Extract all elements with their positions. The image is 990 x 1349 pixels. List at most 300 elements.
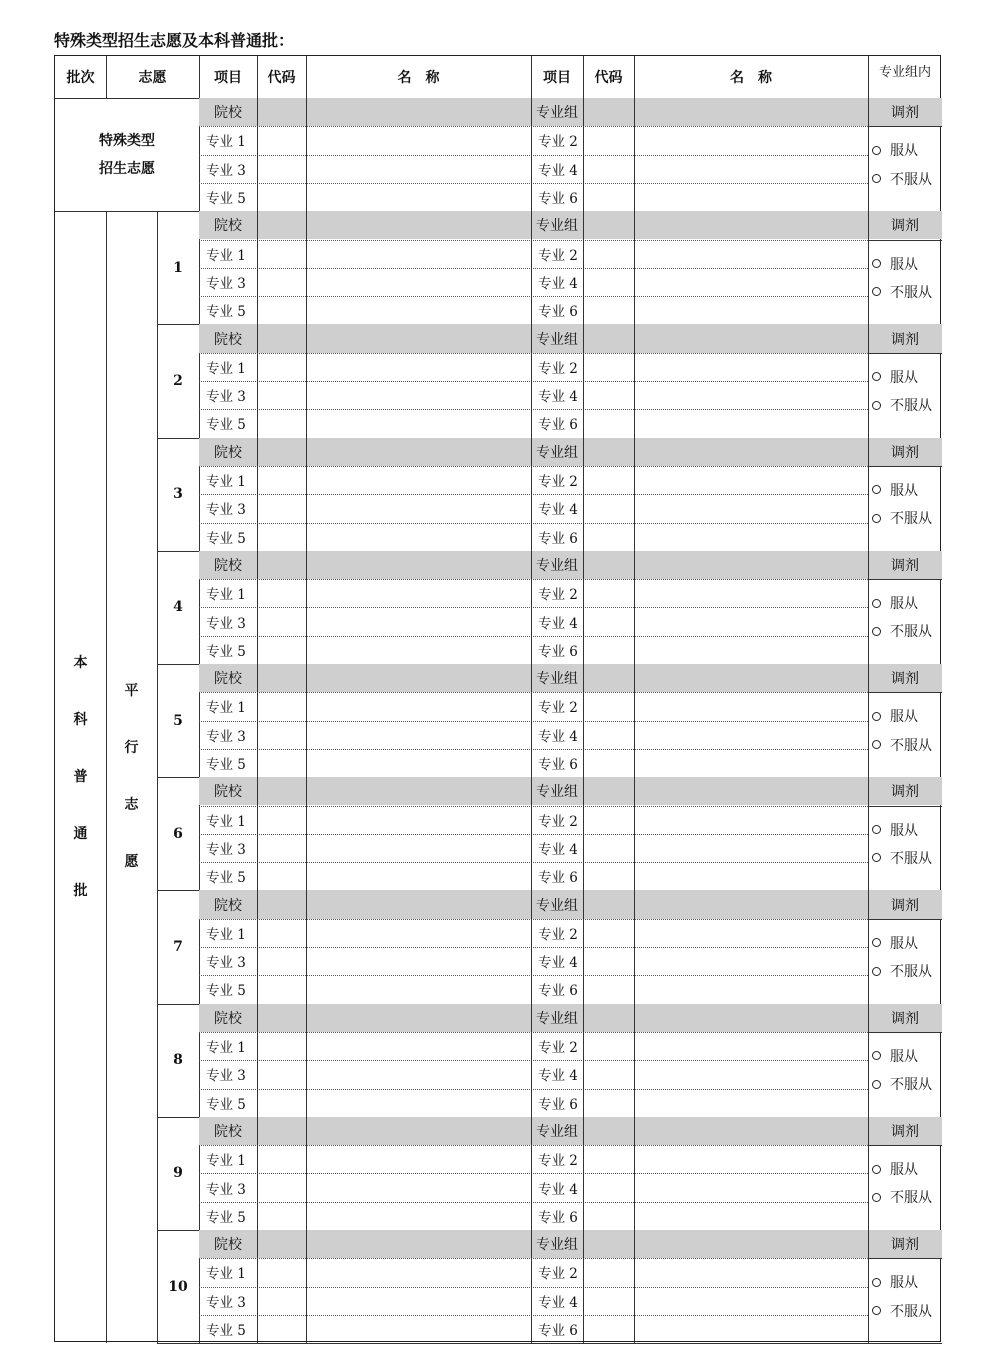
radio-circle-icon[interactable] bbox=[872, 825, 881, 834]
choice-2-major-left-name-input[interactable] bbox=[306, 409, 531, 437]
choice-1-major-right-code-input[interactable] bbox=[583, 296, 634, 324]
choice-8-major-left-name-input[interactable] bbox=[306, 1060, 531, 1088]
choice-9-school-name-input[interactable] bbox=[306, 1117, 531, 1145]
choice-4-major-left-name-input[interactable] bbox=[306, 636, 531, 664]
choice-2-school-code-input[interactable] bbox=[257, 324, 306, 352]
choice-4-not-obey-radio[interactable] bbox=[872, 621, 940, 641]
choice-6-adjust-label: 调剂 bbox=[891, 784, 919, 801]
grid-line bbox=[306, 1230, 307, 1343]
choice-6-major-right-code-input[interactable] bbox=[583, 834, 634, 862]
radio-circle-icon[interactable] bbox=[872, 1165, 881, 1174]
choice-8-school-name-input[interactable] bbox=[306, 1004, 531, 1032]
choice-3-major-right-name-input[interactable] bbox=[634, 523, 868, 551]
row-separator bbox=[199, 523, 868, 524]
choice-4-obey-radio[interactable] bbox=[872, 593, 940, 613]
radio-circle-icon[interactable] bbox=[872, 514, 881, 523]
choice-10-group-code-input[interactable] bbox=[583, 1230, 634, 1258]
choice-8-major-left-code-input[interactable] bbox=[257, 1032, 306, 1060]
choice-6-major-left-name-input[interactable] bbox=[306, 806, 531, 834]
grid-line bbox=[868, 1117, 869, 1230]
grid-line bbox=[583, 664, 584, 777]
choice-9-major-left-code-input[interactable] bbox=[257, 1173, 306, 1201]
choice-2-school-name-input[interactable] bbox=[306, 324, 531, 352]
choice-3-major-left-code-input[interactable] bbox=[257, 466, 306, 494]
header-code-2: 代码 bbox=[594, 70, 623, 86]
choice-1-major-right-name-input[interactable] bbox=[634, 296, 868, 324]
choice-1-major-right-name-input[interactable] bbox=[634, 240, 868, 268]
choice-6-school-name-input[interactable] bbox=[306, 777, 531, 805]
not-obey-label: 不服从 bbox=[890, 511, 932, 528]
special-group-code-input[interactable] bbox=[583, 98, 634, 126]
grid-line bbox=[634, 211, 635, 324]
choice-3-major-left-name-input[interactable] bbox=[306, 466, 531, 494]
special-major-right-name-input[interactable] bbox=[634, 183, 868, 211]
choice-7-major-right-label: 专业 2 bbox=[538, 926, 578, 943]
special-major-right-label: 专业 6 bbox=[538, 191, 578, 208]
choice-8-major-right-code-input[interactable] bbox=[583, 1089, 634, 1117]
choice-10-major-left-code-input[interactable] bbox=[257, 1258, 306, 1286]
choice-1-major-left-code-input[interactable] bbox=[257, 268, 306, 296]
choice-9-major-left-code-input[interactable] bbox=[257, 1145, 306, 1173]
choice-5-group-name-input[interactable] bbox=[634, 664, 868, 692]
choice-7-obey-radio[interactable] bbox=[872, 933, 940, 953]
choice-7-major-left-name-input[interactable] bbox=[306, 919, 531, 947]
grid-line bbox=[868, 890, 869, 1003]
choice-3-major-right-code-input[interactable] bbox=[583, 494, 634, 522]
choice-7-not-obey-radio[interactable] bbox=[872, 961, 940, 981]
choice-number: 1 bbox=[173, 259, 183, 276]
choice-10-major-left-code-input[interactable] bbox=[257, 1287, 306, 1315]
choice-7-school-name-input[interactable] bbox=[306, 890, 531, 918]
radio-circle-icon[interactable] bbox=[872, 372, 881, 381]
choice-5-major-right-code-input[interactable] bbox=[583, 721, 634, 749]
choice-8-group-name-input[interactable] bbox=[634, 1004, 868, 1032]
special-major-left-code-input[interactable] bbox=[257, 126, 306, 154]
radio-circle-icon[interactable] bbox=[872, 174, 881, 183]
choice-4-group-name-input[interactable] bbox=[634, 551, 868, 579]
choice-3-major-right-label: 专业 2 bbox=[538, 474, 578, 491]
special-major-left-name-input[interactable] bbox=[306, 126, 531, 154]
choice-4-group-code-input[interactable] bbox=[583, 551, 634, 579]
choice-1-major-left-name-input[interactable] bbox=[306, 296, 531, 324]
row-separator bbox=[199, 494, 868, 495]
choice-10-major-right-name-input[interactable] bbox=[634, 1287, 868, 1315]
choice-10-school-code-input[interactable] bbox=[257, 1230, 306, 1258]
choice-3-major-right-label: 专业 6 bbox=[538, 530, 578, 547]
parallel-char: 愿 bbox=[124, 854, 139, 871]
choice-9-major-left-label: 专业 5 bbox=[206, 1209, 246, 1226]
choice-10-major-right-code-input[interactable] bbox=[583, 1315, 634, 1343]
choice-10-obey-radio[interactable] bbox=[872, 1272, 940, 1292]
radio-circle-icon[interactable] bbox=[872, 401, 881, 410]
choice-7-major-right-code-input[interactable] bbox=[583, 947, 634, 975]
choice-1-school-label: 院校 bbox=[214, 218, 242, 235]
choice-5-major-left-name-input[interactable] bbox=[306, 749, 531, 777]
radio-circle-icon[interactable] bbox=[872, 712, 881, 721]
choice-6-obey-radio[interactable] bbox=[872, 820, 940, 840]
grid-line bbox=[868, 1230, 869, 1343]
choice-8-major-left-code-input[interactable] bbox=[257, 1089, 306, 1117]
choice-7-major-right-code-input[interactable] bbox=[583, 919, 634, 947]
choice-2-major-right-code-input[interactable] bbox=[583, 381, 634, 409]
choice-4-major-right-code-input[interactable] bbox=[583, 636, 634, 664]
choice-8-group-code-input[interactable] bbox=[583, 1004, 634, 1032]
choice-5-not-obey-radio[interactable] bbox=[872, 735, 940, 755]
special-major-right-code-input[interactable] bbox=[583, 155, 634, 183]
choice-1-not-obey-radio[interactable] bbox=[872, 282, 940, 302]
choice-4-school-code-input[interactable] bbox=[257, 551, 306, 579]
choice-6-school-code-input[interactable] bbox=[257, 777, 306, 805]
choice-8-major-left-name-input[interactable] bbox=[306, 1032, 531, 1060]
choice-9-major-right-code-input[interactable] bbox=[583, 1145, 634, 1173]
choice-6-major-left-code-input[interactable] bbox=[257, 862, 306, 890]
choice-7-major-right-name-input[interactable] bbox=[634, 919, 868, 947]
choice-7-group-code-input[interactable] bbox=[583, 890, 634, 918]
choice-2-group-code-input[interactable] bbox=[583, 324, 634, 352]
radio-circle-icon[interactable] bbox=[872, 627, 881, 636]
choice-5-major-right-code-input[interactable] bbox=[583, 749, 634, 777]
grid-line bbox=[257, 1004, 258, 1117]
choice-10-major-right-name-input[interactable] bbox=[634, 1315, 868, 1343]
special-group-name-input[interactable] bbox=[634, 98, 868, 126]
grid-line bbox=[634, 551, 635, 664]
choice-7-major-left-label: 专业 1 bbox=[206, 926, 246, 943]
choice-9-major-right-label: 专业 6 bbox=[538, 1209, 578, 1226]
row-separator bbox=[199, 126, 868, 127]
choice-1-school-name-input[interactable] bbox=[306, 211, 531, 239]
radio-circle-icon[interactable] bbox=[872, 599, 881, 608]
choice-6-group-code-input[interactable] bbox=[583, 777, 634, 805]
choice-5-major-left-name-input[interactable] bbox=[306, 692, 531, 720]
choice-3-school-label: 院校 bbox=[214, 444, 242, 461]
special-major-left-name-input[interactable] bbox=[306, 155, 531, 183]
grid-line bbox=[868, 1004, 869, 1117]
choice-5-major-left-name-input[interactable] bbox=[306, 721, 531, 749]
radio-circle-icon[interactable] bbox=[872, 1051, 881, 1060]
choice-7-major-left-code-input[interactable] bbox=[257, 919, 306, 947]
choice-4-school-label: 院校 bbox=[214, 557, 242, 574]
choice-3-major-left-code-input[interactable] bbox=[257, 523, 306, 551]
grid-line bbox=[531, 664, 532, 777]
choice-3-major-right-name-input[interactable] bbox=[634, 494, 868, 522]
grid-line bbox=[634, 777, 635, 890]
choice-3-major-left-name-input[interactable] bbox=[306, 494, 531, 522]
choice-10-major-left-name-input[interactable] bbox=[306, 1315, 531, 1343]
choice-10-major-right-name-input[interactable] bbox=[634, 1258, 868, 1286]
radio-circle-icon[interactable] bbox=[872, 146, 881, 155]
choice-6-major-right-code-input[interactable] bbox=[583, 862, 634, 890]
row-separator bbox=[199, 1032, 868, 1033]
choice-3-school-code-input[interactable] bbox=[257, 438, 306, 466]
choice-3-major-right-name-input[interactable] bbox=[634, 466, 868, 494]
choice-1-major-left-code-input[interactable] bbox=[257, 296, 306, 324]
choice-10-not-obey-radio[interactable] bbox=[872, 1301, 940, 1321]
choice-9-major-right-code-input[interactable] bbox=[583, 1202, 634, 1230]
special-obey-radio[interactable] bbox=[872, 140, 940, 160]
grid-line bbox=[257, 324, 258, 437]
grid-line bbox=[257, 777, 258, 890]
choice-5-group-label: 专业组 bbox=[536, 671, 578, 688]
choice-4-major-right-code-input[interactable] bbox=[583, 607, 634, 635]
choice-2-group-label: 专业组 bbox=[536, 331, 578, 348]
choice-8-school-code-input[interactable] bbox=[257, 1004, 306, 1032]
choice-5-major-right-code-input[interactable] bbox=[583, 692, 634, 720]
choice-9-group-name-input[interactable] bbox=[634, 1117, 868, 1145]
choice-3-major-right-code-input[interactable] bbox=[583, 466, 634, 494]
special-line-2: 招生志愿 bbox=[99, 160, 155, 177]
choice-8-major-left-name-input[interactable] bbox=[306, 1089, 531, 1117]
choice-1-major-right-code-input[interactable] bbox=[583, 240, 634, 268]
special-group-label: 专业组 bbox=[536, 105, 578, 122]
choice-10-major-right-code-input[interactable] bbox=[583, 1258, 634, 1286]
choice-5-group-code-input[interactable] bbox=[583, 664, 634, 692]
choice-7-group-name-input[interactable] bbox=[634, 890, 868, 918]
choice-5-major-left-code-input[interactable] bbox=[257, 721, 306, 749]
choice-7-major-right-name-input[interactable] bbox=[634, 947, 868, 975]
choice-6-major-right-name-input[interactable] bbox=[634, 806, 868, 834]
grid-line bbox=[531, 1004, 532, 1117]
grid-line bbox=[868, 211, 869, 324]
choice-4-major-right-code-input[interactable] bbox=[583, 579, 634, 607]
choice-6-not-obey-radio[interactable] bbox=[872, 848, 940, 868]
choice-9-major-left-name-input[interactable] bbox=[306, 1173, 531, 1201]
choice-6-major-left-name-input[interactable] bbox=[306, 834, 531, 862]
choice-4-major-right-name-input[interactable] bbox=[634, 607, 868, 635]
choice-8-not-obey-radio[interactable] bbox=[872, 1074, 940, 1094]
choice-3-major-right-code-input[interactable] bbox=[583, 523, 634, 551]
grid-line bbox=[531, 438, 532, 551]
choice-2-not-obey-radio[interactable] bbox=[872, 395, 940, 415]
radio-circle-icon[interactable] bbox=[872, 853, 881, 862]
choice-7-school-code-input[interactable] bbox=[257, 890, 306, 918]
choice-3-major-left-label: 专业 5 bbox=[206, 530, 246, 547]
choice-8-major-right-code-input[interactable] bbox=[583, 1032, 634, 1060]
choice-6-major-right-label: 专业 6 bbox=[538, 870, 578, 887]
not-obey-label: 不服从 bbox=[890, 624, 932, 641]
choice-10-major-left-name-input[interactable] bbox=[306, 1258, 531, 1286]
choice-5-major-left-code-input[interactable] bbox=[257, 749, 306, 777]
obey-label: 服从 bbox=[890, 822, 918, 839]
choice-6-major-left-code-input[interactable] bbox=[257, 834, 306, 862]
choice-6-major-right-name-input[interactable] bbox=[634, 862, 868, 890]
choice-1-major-right-name-input[interactable] bbox=[634, 268, 868, 296]
choice-2-major-left-name-input[interactable] bbox=[306, 353, 531, 381]
choice-1-group-name-input[interactable] bbox=[634, 211, 868, 239]
choice-3-obey-radio[interactable] bbox=[872, 480, 940, 500]
radio-circle-icon[interactable] bbox=[872, 1193, 881, 1202]
choice-5-obey-radio[interactable] bbox=[872, 706, 940, 726]
special-major-left-code-input[interactable] bbox=[257, 183, 306, 211]
choice-9-major-left-name-input[interactable] bbox=[306, 1145, 531, 1173]
choice-4-major-left-name-input[interactable] bbox=[306, 579, 531, 607]
choice-2-major-right-code-input[interactable] bbox=[583, 409, 634, 437]
choice-3-group-label: 专业组 bbox=[536, 444, 578, 461]
choice-2-major-right-code-input[interactable] bbox=[583, 353, 634, 381]
radio-circle-icon[interactable] bbox=[872, 740, 881, 749]
special-school-code-input[interactable] bbox=[257, 98, 306, 126]
grid-line bbox=[531, 551, 532, 664]
choice-1-major-right-code-input[interactable] bbox=[583, 268, 634, 296]
grid-line bbox=[868, 1032, 942, 1033]
choice-3-major-left-label: 专业 1 bbox=[206, 474, 246, 491]
grid-line bbox=[531, 890, 532, 1003]
choice-9-major-right-code-input[interactable] bbox=[583, 1173, 634, 1201]
choice-7-major-left-name-input[interactable] bbox=[306, 947, 531, 975]
choice-4-major-left-name-input[interactable] bbox=[306, 607, 531, 635]
choice-2-major-left-code-input[interactable] bbox=[257, 409, 306, 437]
header-code: 代码 bbox=[267, 70, 296, 86]
special-major-left-code-input[interactable] bbox=[257, 155, 306, 183]
choice-1-major-left-name-input[interactable] bbox=[306, 240, 531, 268]
grid-line bbox=[257, 551, 258, 664]
grid-line bbox=[583, 551, 584, 664]
grid-line bbox=[868, 98, 869, 211]
header-name: 名 称 bbox=[397, 70, 440, 86]
special-major-right-code-input[interactable] bbox=[583, 183, 634, 211]
choice-10-major-left-name-input[interactable] bbox=[306, 1287, 531, 1315]
choice-2-major-left-code-input[interactable] bbox=[257, 381, 306, 409]
choice-6-major-left-name-input[interactable] bbox=[306, 862, 531, 890]
benke-batch-label bbox=[55, 211, 106, 1343]
choice-2-obey-radio[interactable] bbox=[872, 367, 940, 387]
choice-1-major-left-name-input[interactable] bbox=[306, 268, 531, 296]
special-not-obey-radio[interactable] bbox=[872, 169, 940, 189]
grid-line bbox=[306, 664, 307, 777]
special-school-name-input[interactable] bbox=[306, 98, 531, 126]
radio-circle-icon[interactable] bbox=[872, 1080, 881, 1089]
choice-8-major-right-name-input[interactable] bbox=[634, 1032, 868, 1060]
radio-circle-icon[interactable] bbox=[872, 967, 881, 976]
choice-1-major-left-code-input[interactable] bbox=[257, 240, 306, 268]
choice-2-major-right-name-input[interactable] bbox=[634, 381, 868, 409]
choice-1-school-code-input[interactable] bbox=[257, 211, 306, 239]
choice-10-school-name-input[interactable] bbox=[306, 1230, 531, 1258]
choice-9-major-right-name-input[interactable] bbox=[634, 1145, 868, 1173]
row-separator bbox=[199, 1173, 868, 1174]
choice-5-major-right-name-input[interactable] bbox=[634, 721, 868, 749]
choice-2-group-name-input[interactable] bbox=[634, 324, 868, 352]
choice-6-major-right-name-input[interactable] bbox=[634, 834, 868, 862]
choice-3-major-left-code-input[interactable] bbox=[257, 494, 306, 522]
choice-4-major-left-code-input[interactable] bbox=[257, 607, 306, 635]
choice-3-group-code-input[interactable] bbox=[583, 438, 634, 466]
radio-circle-icon[interactable] bbox=[872, 485, 881, 494]
choice-2-major-right-name-input[interactable] bbox=[634, 409, 868, 437]
choice-10-major-right-code-input[interactable] bbox=[583, 1287, 634, 1315]
choice-6-school-label: 院校 bbox=[214, 784, 242, 801]
grid-line bbox=[634, 1230, 635, 1343]
choice-7-major-left-name-input[interactable] bbox=[306, 975, 531, 1003]
choice-2-major-left-code-input[interactable] bbox=[257, 353, 306, 381]
choice-6-major-left-code-input[interactable] bbox=[257, 806, 306, 834]
choice-8-adjust-label: 调剂 bbox=[891, 1010, 919, 1027]
choice-8-major-right-name-input[interactable] bbox=[634, 1060, 868, 1088]
special-major-left-name-input[interactable] bbox=[306, 183, 531, 211]
choice-4-major-right-name-input[interactable] bbox=[634, 579, 868, 607]
choice-2-major-left-name-input[interactable] bbox=[306, 381, 531, 409]
choice-number: 5 bbox=[173, 712, 183, 729]
choice-3-major-left-label: 专业 3 bbox=[206, 502, 246, 519]
choice-7-major-right-code-input[interactable] bbox=[583, 975, 634, 1003]
choice-4-major-right-label: 专业 6 bbox=[538, 643, 578, 660]
row-separator bbox=[199, 1315, 868, 1316]
choice-8-major-right-code-input[interactable] bbox=[583, 1060, 634, 1088]
grid-line bbox=[583, 1117, 584, 1230]
choice-6-major-right-code-input[interactable] bbox=[583, 806, 634, 834]
choice-5-school-code-input[interactable] bbox=[257, 664, 306, 692]
choice-9-major-right-name-input[interactable] bbox=[634, 1173, 868, 1201]
not-obey-label: 不服从 bbox=[890, 850, 932, 867]
choice-3-school-name-input[interactable] bbox=[306, 438, 531, 466]
choice-4-major-right-name-input[interactable] bbox=[634, 636, 868, 664]
choice-6-group-name-input[interactable] bbox=[634, 777, 868, 805]
choice-5-major-right-name-input[interactable] bbox=[634, 692, 868, 720]
choice-4-major-left-code-input[interactable] bbox=[257, 636, 306, 664]
choice-7-adjust-label: 调剂 bbox=[891, 897, 919, 914]
choice-8-major-left-code-input[interactable] bbox=[257, 1060, 306, 1088]
choice-9-major-right-name-input[interactable] bbox=[634, 1202, 868, 1230]
choice-5-major-left-code-input[interactable] bbox=[257, 692, 306, 720]
special-major-right-name-input[interactable] bbox=[634, 126, 868, 154]
not-obey-label: 不服从 bbox=[890, 1190, 932, 1207]
choice-8-obey-radio[interactable] bbox=[872, 1046, 940, 1066]
radio-circle-icon[interactable] bbox=[872, 1306, 881, 1315]
choice-9-major-left-code-input[interactable] bbox=[257, 1202, 306, 1230]
choice-4-major-left-code-input[interactable] bbox=[257, 579, 306, 607]
radio-circle-icon[interactable] bbox=[872, 1278, 881, 1287]
choice-9-group-code-input[interactable] bbox=[583, 1117, 634, 1145]
grid-line bbox=[583, 56, 584, 98]
choice-9-obey-radio[interactable] bbox=[872, 1159, 940, 1179]
grid-line bbox=[634, 438, 635, 551]
choice-5-major-right-name-input[interactable] bbox=[634, 749, 868, 777]
row-separator bbox=[199, 409, 868, 410]
choice-10-group-name-input[interactable] bbox=[634, 1230, 868, 1258]
special-major-right-name-input[interactable] bbox=[634, 155, 868, 183]
choice-7-major-right-name-input[interactable] bbox=[634, 975, 868, 1003]
row-separator bbox=[199, 1145, 868, 1146]
choice-10-major-left-code-input[interactable] bbox=[257, 1315, 306, 1343]
choice-9-adjust-label: 调剂 bbox=[891, 1123, 919, 1140]
grid-line bbox=[257, 1117, 258, 1230]
choice-1-group-label: 专业组 bbox=[536, 218, 578, 235]
choice-7-major-left-code-input[interactable] bbox=[257, 975, 306, 1003]
special-major-right-code-input[interactable] bbox=[583, 126, 634, 154]
choice-3-major-left-name-input[interactable] bbox=[306, 523, 531, 551]
choice-10-school-label: 院校 bbox=[214, 1237, 242, 1254]
choice-9-not-obey-radio[interactable] bbox=[872, 1187, 940, 1207]
choice-3-group-name-input[interactable] bbox=[634, 438, 868, 466]
choice-8-major-right-name-input[interactable] bbox=[634, 1089, 868, 1117]
radio-circle-icon[interactable] bbox=[872, 938, 881, 947]
grid-line bbox=[583, 324, 584, 437]
choice-3-not-obey-radio[interactable] bbox=[872, 508, 940, 528]
choice-2-major-right-name-input[interactable] bbox=[634, 353, 868, 381]
choice-9-major-left-name-input[interactable] bbox=[306, 1202, 531, 1230]
not-obey-label: 不服从 bbox=[890, 171, 932, 188]
radio-circle-icon[interactable] bbox=[872, 259, 881, 268]
grid-line bbox=[306, 551, 307, 664]
choice-1-obey-radio[interactable] bbox=[872, 254, 940, 274]
choice-5-school-name-input[interactable] bbox=[306, 664, 531, 692]
choice-4-school-name-input[interactable] bbox=[306, 551, 531, 579]
choice-7-school-label: 院校 bbox=[214, 897, 242, 914]
radio-circle-icon[interactable] bbox=[872, 287, 881, 296]
choice-7-major-left-code-input[interactable] bbox=[257, 947, 306, 975]
grid-line bbox=[583, 890, 584, 1003]
choice-1-group-code-input[interactable] bbox=[583, 211, 634, 239]
choice-9-school-code-input[interactable] bbox=[257, 1117, 306, 1145]
